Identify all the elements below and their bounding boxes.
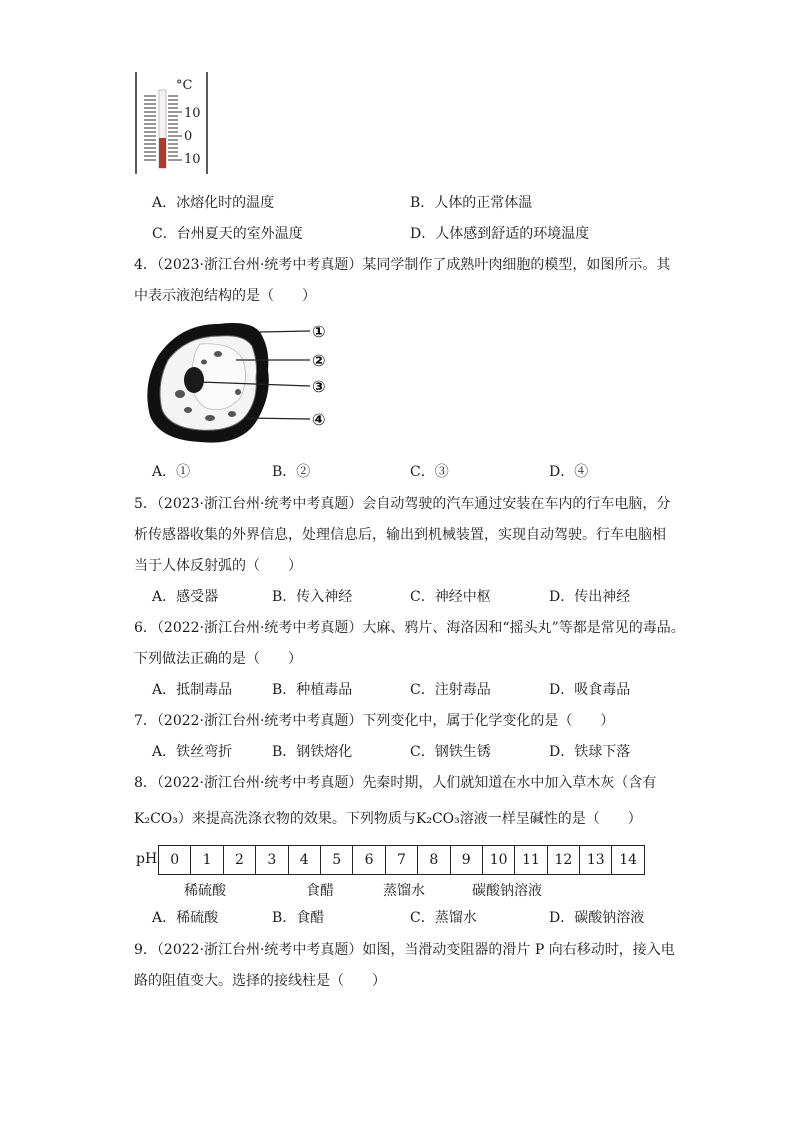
ph-scale-table bbox=[158, 845, 645, 875]
option-text: 吸食毒品 bbox=[574, 682, 631, 698]
cell-label-1: ① bbox=[312, 322, 326, 341]
q4-option-d[interactable] bbox=[549, 463, 588, 481]
q7-option-d[interactable] bbox=[549, 743, 630, 761]
option-letter: A． bbox=[152, 195, 177, 211]
ph-cell: 4 bbox=[288, 846, 320, 875]
q6-option-a[interactable] bbox=[152, 681, 232, 699]
ph-cell: 9 bbox=[450, 846, 482, 875]
q4-option-c[interactable] bbox=[410, 463, 449, 481]
option-letter: B． bbox=[272, 589, 297, 605]
option-letter: D． bbox=[410, 226, 436, 242]
q7-option-b[interactable] bbox=[272, 743, 352, 761]
q8-stem-line2: K₂CO₃）来提高洗涤衣物的效果。下列物质与K₂CO₃溶液一样呈碱性的是（ ） bbox=[134, 811, 642, 827]
option-letter: D． bbox=[549, 464, 575, 480]
q9-stem-line1: 9．（2022·浙江台州·统考中考真题）如图，当滑动变阻器的滑片 P 向右移动时，接入电 bbox=[134, 942, 675, 958]
option-text: 铁球下落 bbox=[574, 744, 631, 760]
option-letter: D． bbox=[549, 744, 575, 760]
option-text: 钢铁熔化 bbox=[296, 744, 353, 760]
q3-option-a[interactable] bbox=[152, 194, 274, 212]
ph-marker-vinegar: 食醋 bbox=[306, 883, 334, 899]
thermometer-figure bbox=[134, 70, 210, 176]
ph-cell: 12 bbox=[547, 846, 579, 875]
ph-cell: 7 bbox=[385, 846, 417, 875]
option-text: 碳酸钠溶液 bbox=[574, 910, 645, 926]
q9-stem-line2: 路的阻值变大。选择的接线柱是（ ） bbox=[134, 973, 386, 989]
q6-option-b[interactable] bbox=[272, 681, 352, 699]
option-letter: A． bbox=[152, 464, 177, 480]
q4-option-a[interactable] bbox=[152, 463, 190, 481]
option-text: 传入神经 bbox=[296, 589, 353, 605]
option-letter: C． bbox=[410, 744, 435, 760]
thermometer-tick-10: 10 bbox=[184, 106, 201, 121]
option-letter: A． bbox=[152, 910, 177, 926]
q3-option-b[interactable] bbox=[410, 194, 532, 212]
option-text: 感受器 bbox=[176, 589, 219, 605]
q8-option-a[interactable] bbox=[152, 909, 218, 927]
option-text: 种植毒品 bbox=[296, 682, 353, 698]
option-text: ③ bbox=[434, 464, 449, 480]
option-text: 传出神经 bbox=[574, 589, 631, 605]
option-text: 钢铁生锈 bbox=[434, 744, 491, 760]
cell-label-3: ③ bbox=[312, 377, 326, 396]
option-text: ① bbox=[176, 464, 191, 480]
option-letter: C． bbox=[410, 910, 435, 926]
q5-stem-line1: 5．（2023·浙江台州·统考中考真题）会自动驾驶的汽车通过安装在车内的行车电脑，分 bbox=[134, 496, 671, 512]
q3-option-d[interactable] bbox=[410, 225, 589, 243]
cell-label-4: ④ bbox=[312, 410, 326, 429]
ph-cell: 10 bbox=[482, 846, 514, 875]
option-letter: A． bbox=[152, 589, 177, 605]
q4-option-b[interactable] bbox=[272, 463, 310, 481]
q7-option-a[interactable] bbox=[152, 743, 232, 761]
cell-label-2: ② bbox=[312, 351, 326, 370]
option-text: 食醋 bbox=[296, 910, 325, 926]
ph-cell: 2 bbox=[223, 846, 255, 875]
ph-cell: 13 bbox=[580, 846, 612, 875]
ph-cell: 6 bbox=[353, 846, 385, 875]
q8-option-b[interactable] bbox=[272, 909, 324, 927]
thermometer-tick-0: 0 bbox=[184, 129, 193, 144]
q6-option-c[interactable] bbox=[410, 681, 491, 699]
q5-stem-line3: 当于人体反射弧的（ ） bbox=[134, 558, 302, 574]
ph-scale-label: pH bbox=[136, 851, 158, 867]
q5-option-c[interactable] bbox=[410, 588, 491, 606]
q8-option-d[interactable] bbox=[549, 909, 644, 927]
q8-option-c[interactable] bbox=[410, 909, 477, 927]
option-letter: B． bbox=[272, 910, 297, 926]
ph-cell: 5 bbox=[320, 846, 352, 875]
ph-cell: 8 bbox=[418, 846, 450, 875]
option-letter: C． bbox=[152, 226, 177, 242]
q4-stem-line1: 4．（2023·浙江台州·统考中考真题）某同学制作了成熟叶肉细胞的模型，如图所示。其 bbox=[134, 257, 671, 273]
option-letter: B． bbox=[272, 744, 297, 760]
option-text: 冰熔化时的温度 bbox=[176, 195, 275, 211]
option-text: 稀硫酸 bbox=[176, 910, 219, 926]
option-letter: C． bbox=[410, 682, 435, 698]
ph-marker-distilled-water: 蒸馏水 bbox=[383, 883, 425, 899]
option-text: 神经中枢 bbox=[434, 589, 491, 605]
q4-stem-line2: 中表示液泡结构的是（ ） bbox=[134, 288, 316, 304]
q6-option-d[interactable] bbox=[549, 681, 630, 699]
thermometer-unit: °C bbox=[176, 78, 193, 93]
option-text: 人体感到舒适的环境温度 bbox=[435, 226, 590, 242]
q5-option-a[interactable] bbox=[152, 588, 218, 606]
q7-option-c[interactable] bbox=[410, 743, 491, 761]
option-letter: B． bbox=[272, 464, 297, 480]
option-text: 蒸馏水 bbox=[434, 910, 477, 926]
q3-option-c[interactable] bbox=[152, 225, 303, 243]
q6-stem-line2: 下列做法正确的是（ ） bbox=[134, 651, 302, 667]
ph-cell: 14 bbox=[612, 846, 644, 875]
thermometer-tick-minus-10: 10 bbox=[184, 152, 201, 167]
q8-stem-line1: 8．（2022·浙江台州·统考中考真题）先秦时期，人们就知道在水中加入草木灰（含有 bbox=[134, 775, 657, 791]
ph-marker-dilute-sulfuric-acid: 稀硫酸 bbox=[184, 883, 226, 899]
ph-cell: 3 bbox=[256, 846, 288, 875]
ph-cell: 0 bbox=[159, 846, 191, 875]
q7-stem-line1: 7．（2022·浙江台州·统考中考真题）下列变化中，属于化学变化的是（ ） bbox=[134, 713, 615, 729]
option-text: 人体的正常体温 bbox=[434, 195, 533, 211]
option-text: ④ bbox=[574, 464, 589, 480]
option-text: ② bbox=[296, 464, 311, 480]
q5-option-b[interactable] bbox=[272, 588, 352, 606]
option-letter: D． bbox=[549, 682, 575, 698]
option-text: 铁丝弯折 bbox=[176, 744, 233, 760]
option-text: 注射毒品 bbox=[434, 682, 491, 698]
q6-stem-line1: 6．（2022·浙江台州·统考中考真题）大麻、鸦片、海洛因和“摇头丸”等都是常见的毒品。 bbox=[134, 620, 685, 636]
option-letter: D． bbox=[549, 589, 575, 605]
option-letter: C． bbox=[410, 589, 435, 605]
option-letter: D． bbox=[549, 910, 575, 926]
option-letter: B． bbox=[410, 195, 435, 211]
ph-marker-sodium-carbonate: 碳酸钠溶液 bbox=[472, 883, 542, 899]
option-text: 抵制毒品 bbox=[176, 682, 233, 698]
option-letter: C． bbox=[410, 464, 435, 480]
q5-option-d[interactable] bbox=[549, 588, 630, 606]
option-text: 台州夏天的室外温度 bbox=[176, 226, 303, 242]
option-letter: A． bbox=[152, 744, 177, 760]
ph-cell: 1 bbox=[191, 846, 223, 875]
ph-cell: 11 bbox=[515, 846, 547, 875]
leaf-cell-model-figure bbox=[140, 318, 340, 448]
option-letter: B． bbox=[272, 682, 297, 698]
option-letter: A． bbox=[152, 682, 177, 698]
q5-stem-line2: 析传感器收集的外界信息，处理信息后，输出到机械装置，实现自动驾驶。行车电脑相 bbox=[134, 527, 666, 543]
